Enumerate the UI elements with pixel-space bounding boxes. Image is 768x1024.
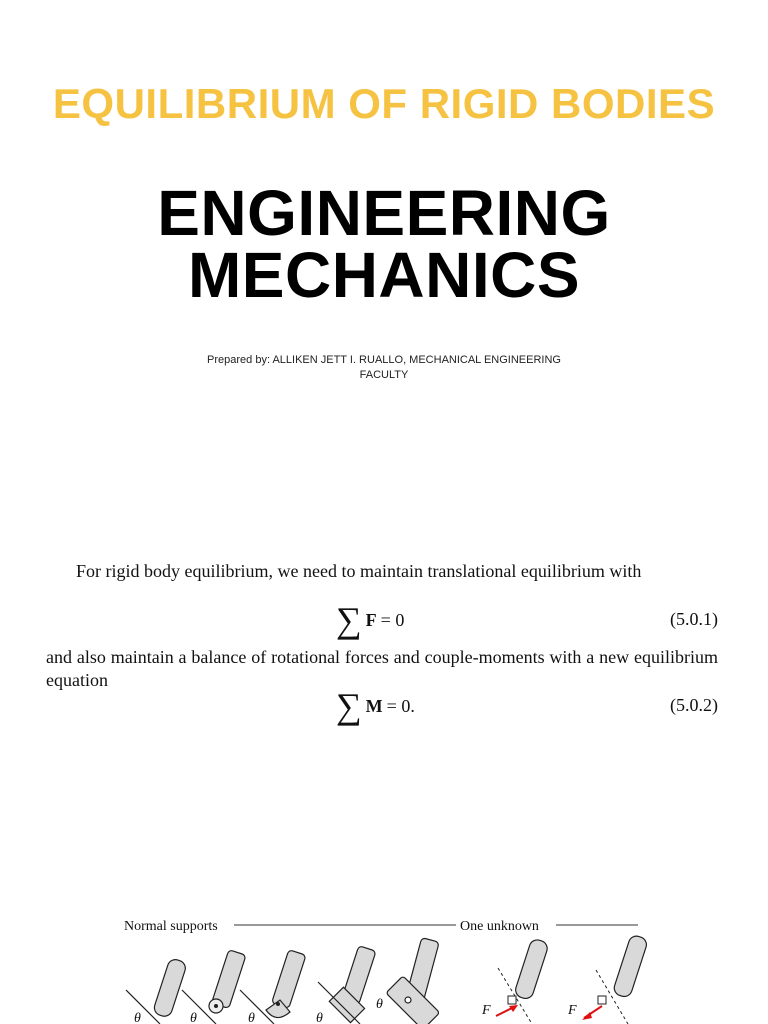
equation-1-rhs: = 0 bbox=[380, 609, 405, 630]
equation-2 bbox=[46, 686, 718, 726]
normal-supports-label: Normal supports bbox=[124, 919, 218, 934]
equation-2-rhs: = 0. bbox=[386, 695, 415, 716]
support-collar bbox=[316, 946, 376, 1024]
svg-text:θ: θ bbox=[134, 1011, 141, 1024]
support-pin-in-slot bbox=[376, 938, 440, 1024]
equation-1-body bbox=[336, 600, 404, 640]
paragraph-1-block bbox=[46, 560, 718, 583]
paragraph-2: and also maintain a balance of rotational forces and couple-moments with a new equilibrium equation bbox=[46, 647, 718, 690]
prepared-by: Prepared by: ALLIKEN JETT I. RUALLO, MECHANICAL ENGINEERING FACULTY bbox=[207, 354, 561, 381]
equation-2-body bbox=[336, 686, 415, 726]
svg-text:F: F bbox=[568, 1003, 577, 1018]
force-symbol: F bbox=[365, 609, 377, 630]
main-title: ENGINEERING MECHANICS bbox=[157, 177, 611, 311]
support-smooth-contact bbox=[126, 958, 187, 1024]
svg-text:θ: θ bbox=[248, 1011, 255, 1024]
svg-text:θ: θ bbox=[316, 1011, 323, 1024]
svg-text:θ: θ bbox=[190, 1011, 197, 1024]
one-unknown-label: One unknown bbox=[460, 919, 539, 934]
sum-symbol: ∑ bbox=[336, 686, 362, 726]
svg-text:θ: θ bbox=[376, 997, 383, 1012]
support-force-a bbox=[481, 938, 549, 1024]
support-rocker bbox=[240, 950, 306, 1024]
paragraph-1: For rigid body equilibrium, we need to maintain translational equilibrium with bbox=[76, 561, 642, 581]
supports-figure bbox=[120, 912, 650, 1024]
svg-text:F: F bbox=[482, 1003, 491, 1018]
equation-1-number: (5.0.1) bbox=[670, 609, 718, 629]
equation-2-number: (5.0.2) bbox=[670, 695, 718, 715]
equation-1 bbox=[46, 600, 718, 640]
subtitle-heading: EQUILIBRIUM OF RIGID BODIES bbox=[52, 80, 716, 127]
moment-symbol: M bbox=[365, 695, 383, 716]
sum-symbol: ∑ bbox=[336, 600, 362, 640]
support-force-b bbox=[567, 934, 648, 1024]
support-roller bbox=[182, 950, 246, 1024]
